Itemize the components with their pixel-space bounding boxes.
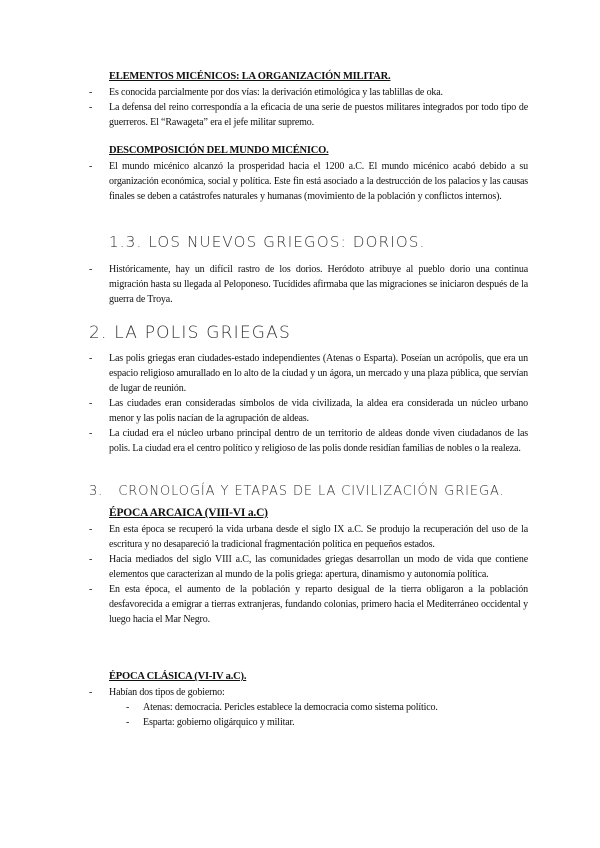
list-item: - Habían dos tipos de gobierno: xyxy=(89,687,225,698)
subsection-clasica xyxy=(0,670,600,730)
subsection-heading: ÉPOCA CLÁSICA (VI-IV a.C). xyxy=(109,671,247,682)
section-title: 1.3. LOS NUEVOS GRIEGOS: DORIOS. xyxy=(109,233,426,251)
list-item: - Las ciudades eran consideradas símbolos de vida civilizada, la aldea era considerada un núcleo urbano menor y las polis nacían de la agrupación de aldeas. xyxy=(89,398,528,424)
sub-list-item: - Esparta: gobierno oligárquico y militar. xyxy=(126,717,295,728)
polis-list xyxy=(0,351,600,456)
list-item: - Hacia mediados del siglo VIII a.C, las comunidades griegas desarrollan un modo de vida que contiene elementos que caracterizan al mundo de la polis griega: apertura, dinamismo y autonomía política. xyxy=(89,554,528,580)
list-item: - Históricamente, hay un difícil rastro de los dorios. Heródoto atribuye al pueblo dorio una continua migración hasta su llegada al Peloponeso. Tucídides afirmaba que las migraciones se iniciaron después de la guerra de Troya. xyxy=(89,264,528,305)
list-item: - El mundo micénico alcanzó la prosperidad hacia el 1200 a.C. El mundo micénico acabó debido a su organización económica, social y política. Este fin está asociado a la destrucción de los palacios y las causas finales se deben a catástrofes naturales y humanas (movimiento de la población y conflictos internos). xyxy=(89,161,528,202)
section-title: 3. CRONOLOGÍA Y ETAPAS DE LA CIVILIZACIÓN GRIEGA. xyxy=(89,484,505,499)
section-title: 2. LA POLIS GRIEGAS xyxy=(89,323,291,343)
sub-list-item: - Atenas: democracia. Pericles establece la democracia como sistema político. xyxy=(126,702,438,713)
subsection-heading: ÉPOCA ARCAICA (VIII-VI a.C) xyxy=(109,507,268,519)
list-item: - En esta época, el aumento de la población y reparto desigual de la tierra obligaron a la población desfavorecida a emigrar a tierras extranjeras, fundando colonias, primero hacia el Mediterráneo occidental y luego hacia el Mar Negro. xyxy=(89,584,528,625)
list-item: - Es conocida parcialmente por dos vías: la derivación etimológica y las tablillas de oka. xyxy=(89,87,443,98)
section-heading: ELEMENTOS MICÉNICOS: LA ORGANIZACIÓN MILITAR. xyxy=(109,71,391,82)
section-dorios xyxy=(0,232,600,252)
subsection-arcaica xyxy=(0,506,600,627)
dorios-list xyxy=(0,262,600,307)
section-descomposicion xyxy=(0,144,600,204)
list-item: - La defensa del reino correspondía a la eficacia de una serie de puestos militares integrados por todo tipo de guerreros. El “Rawageta” era el jefe militar supremo. xyxy=(89,102,528,128)
section-heading: DESCOMPOSICIÓN DEL MUNDO MICÉNICO. xyxy=(109,145,329,156)
list-item: - La ciudad era el núcleo urbano principal dentro de un territorio de aldeas donde viven ciudadanos de las polis. La ciudad era el centro político y religioso de las polis donde residían familias de nobles o la realeza. xyxy=(89,428,528,454)
section-micenicos-militar xyxy=(0,70,600,130)
section-polis xyxy=(0,322,600,344)
list-item: - En esta época se recuperó la vida urbana desde el siglo IX a.C. Se produjo la recuperación del uso de la escritura y no desapareció la tradicional fragmentación política en pequeños estados. xyxy=(89,524,528,550)
section-cronologia xyxy=(0,482,600,502)
list-item: - Las polis griegas eran ciudades-estado independientes (Atenas o Esparta). Poseían un acrópolis, que era un espacio religioso amurallado en lo alto de la ciudad y un ágora, un mercado y una plaza pública, que servían de lugar de reunión. xyxy=(89,353,528,394)
